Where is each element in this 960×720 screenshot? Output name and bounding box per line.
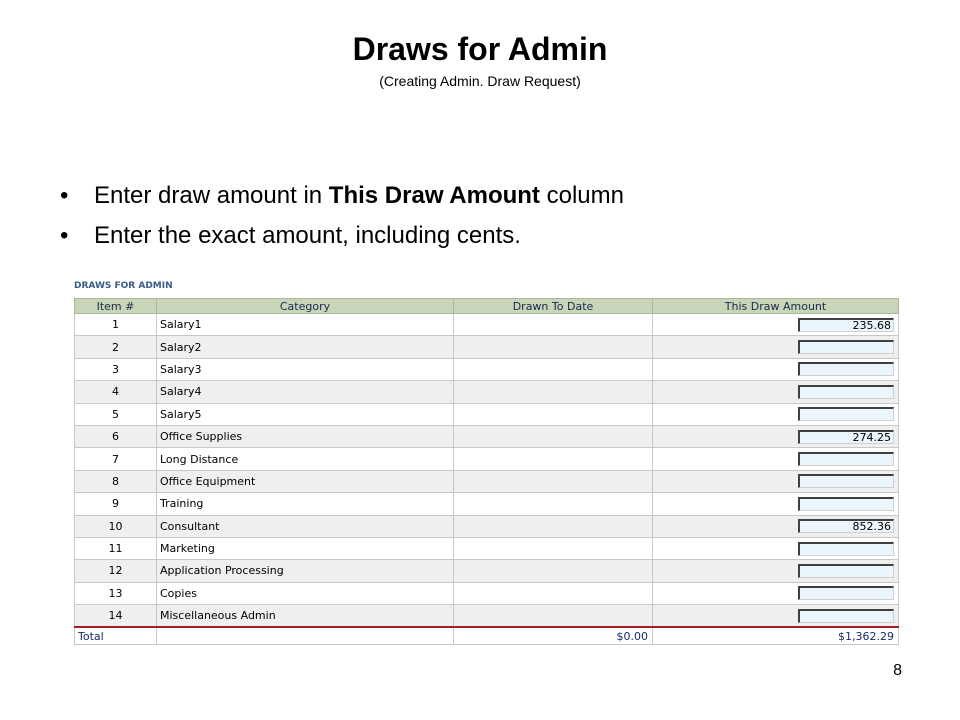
total-label: Total — [75, 627, 157, 645]
bullet-bold-text: This Draw Amount — [328, 182, 540, 209]
bullet-list — [60, 176, 624, 256]
item-number-cell: 8 — [75, 470, 157, 492]
category-cell: Marketing — [157, 537, 454, 559]
table-row — [75, 582, 899, 604]
drawn-to-date-cell — [454, 448, 653, 470]
page-number: 8 — [893, 662, 902, 679]
table-row — [75, 314, 899, 336]
bullet-item — [60, 216, 624, 256]
this-draw-amount-cell — [653, 560, 899, 582]
drawn-to-date-cell — [454, 336, 653, 358]
bullet-text: Enter draw amount in — [94, 182, 329, 209]
item-number-cell: 13 — [75, 582, 157, 604]
this-draw-amount-cell — [653, 470, 899, 492]
table-row — [75, 493, 899, 515]
column-header-drawn-to-date: Drawn To Date — [454, 299, 653, 314]
category-cell: Office Supplies — [157, 425, 454, 447]
draw-amount-input[interactable] — [798, 385, 894, 399]
drawn-to-date-cell — [454, 403, 653, 425]
table-row — [75, 381, 899, 403]
table-row — [75, 470, 899, 492]
table-row — [75, 336, 899, 358]
table-header-row — [75, 299, 899, 314]
item-number-cell: 9 — [75, 493, 157, 515]
drawn-to-date-cell — [454, 582, 653, 604]
item-number-cell: 6 — [75, 425, 157, 447]
bullet-item — [60, 176, 624, 216]
draw-amount-input[interactable] — [798, 340, 894, 354]
table-row — [75, 560, 899, 582]
this-draw-amount-cell — [653, 515, 899, 537]
draw-amount-input[interactable] — [798, 407, 894, 421]
this-draw-amount-cell — [653, 381, 899, 403]
draw-amount-input[interactable] — [798, 609, 894, 623]
bullet-glyph: • — [60, 222, 69, 249]
this-draw-amount-cell — [653, 314, 899, 336]
category-cell: Salary3 — [157, 358, 454, 380]
slide-subtitle: (Creating Admin. Draw Request) — [379, 73, 581, 89]
item-number-cell: 3 — [75, 358, 157, 380]
category-cell: Salary2 — [157, 336, 454, 358]
draw-amount-input[interactable] — [798, 564, 894, 578]
table-row — [75, 515, 899, 537]
this-draw-amount-cell — [653, 448, 899, 470]
category-cell: Training — [157, 493, 454, 515]
draw-amount-input[interactable] — [798, 497, 894, 511]
draw-amount-input[interactable]: 852.36 — [798, 519, 894, 533]
category-cell: Salary4 — [157, 381, 454, 403]
table-body — [75, 314, 899, 628]
table-row — [75, 425, 899, 447]
draw-amount-input[interactable] — [798, 362, 894, 376]
draw-amount-input[interactable] — [798, 542, 894, 556]
drawn-to-date-cell — [454, 560, 653, 582]
slide-title: Draws for Admin — [352, 31, 608, 67]
category-cell: Salary1 — [157, 314, 454, 336]
item-number-cell: 12 — [75, 560, 157, 582]
drawn-to-date-cell — [454, 470, 653, 492]
drawn-to-date-cell — [454, 381, 653, 403]
this-draw-amount-cell — [653, 493, 899, 515]
item-number-cell: 7 — [75, 448, 157, 470]
table-row — [75, 448, 899, 470]
bullet-glyph: • — [60, 182, 69, 209]
table-row — [75, 605, 899, 628]
category-cell: Application Processing — [157, 560, 454, 582]
item-number-cell: 10 — [75, 515, 157, 537]
drawn-to-date-cell — [454, 425, 653, 447]
item-number-cell: 14 — [75, 605, 157, 628]
total-category — [157, 627, 454, 645]
draw-amount-input[interactable] — [798, 474, 894, 488]
total-row — [75, 627, 899, 645]
this-draw-amount-cell — [653, 582, 899, 604]
bullet-text-end: column — [539, 182, 624, 209]
this-draw-amount-cell — [653, 336, 899, 358]
item-number-cell: 2 — [75, 336, 157, 358]
column-header-category: Category — [157, 299, 454, 314]
panel-caption: DRAWS FOR ADMIN — [74, 281, 173, 291]
item-number-cell: 11 — [75, 537, 157, 559]
draw-amount-input[interactable]: 274.25 — [798, 430, 894, 444]
draw-amount-input[interactable] — [798, 452, 894, 466]
category-cell: Salary5 — [157, 403, 454, 425]
this-draw-amount-cell — [653, 537, 899, 559]
table-row — [75, 358, 899, 380]
this-draw-amount-cell — [653, 358, 899, 380]
category-cell: Consultant — [157, 515, 454, 537]
category-cell: Copies — [157, 582, 454, 604]
category-cell: Long Distance — [157, 448, 454, 470]
this-draw-amount-cell — [653, 605, 899, 628]
this-draw-amount-cell — [653, 425, 899, 447]
table-row — [75, 403, 899, 425]
draw-amount-input[interactable] — [798, 586, 894, 600]
drawn-to-date-cell — [454, 493, 653, 515]
draws-table — [74, 298, 899, 645]
draw-amount-input[interactable]: 235.68 — [798, 318, 894, 332]
draws-panel — [74, 280, 898, 645]
item-number-cell: 1 — [75, 314, 157, 336]
total-this-draw-amount: $1,362.29 — [653, 627, 899, 645]
column-header-this-draw-amount: This Draw Amount — [653, 299, 899, 314]
drawn-to-date-cell — [454, 605, 653, 628]
drawn-to-date-cell — [454, 537, 653, 559]
drawn-to-date-cell — [454, 358, 653, 380]
bullet-text: Enter the exact amount, including cents. — [94, 222, 521, 249]
total-drawn-to-date: $0.00 — [454, 627, 653, 645]
item-number-cell: 4 — [75, 381, 157, 403]
category-cell: Office Equipment — [157, 470, 454, 492]
category-cell: Miscellaneous Admin — [157, 605, 454, 628]
drawn-to-date-cell — [454, 515, 653, 537]
drawn-to-date-cell — [454, 314, 653, 336]
item-number-cell: 5 — [75, 403, 157, 425]
column-header-item: Item # — [75, 299, 157, 314]
this-draw-amount-cell — [653, 403, 899, 425]
table-row — [75, 537, 899, 559]
